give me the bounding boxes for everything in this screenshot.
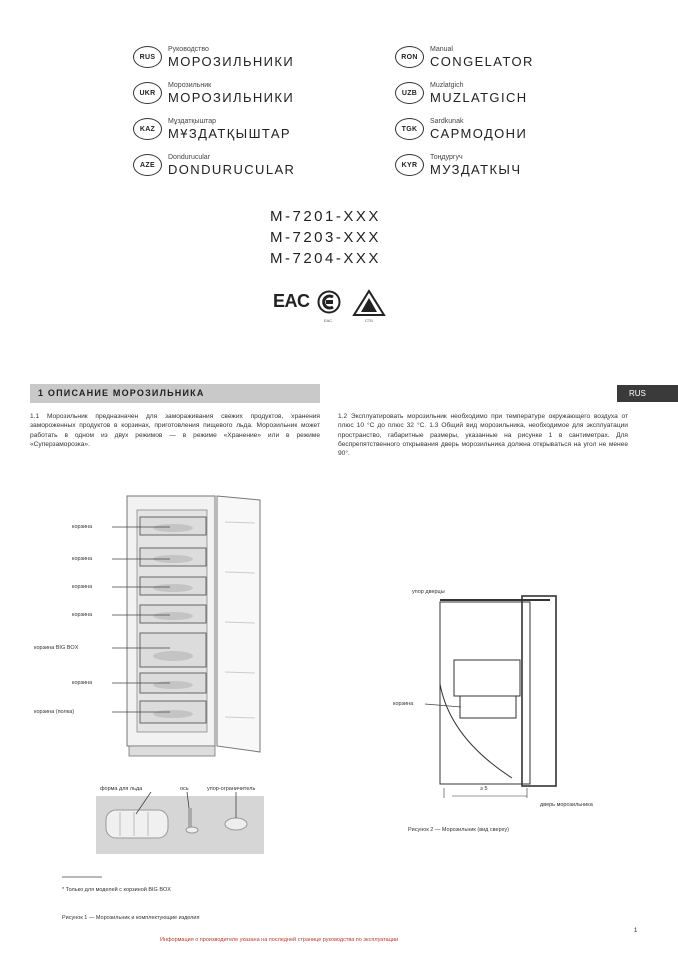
- lang-badge: UKR: [133, 82, 162, 104]
- conditions-paragraph: 1.2 Эксплуатировать морозильник необходимо при температуре окружающего воздуха от плюс 10 °С до плюс 32 °С. 1.3 Общий вид морозильника, необходимое для эксплуатации пространство, габаритные размеры, указанные на рисунке 1 в сантиметрах. Для беспрепятственного открывания дверь морозильника должна открываться на угол не менее 90°.: [338, 413, 628, 458]
- lang-title: САРМОДОНИ: [430, 126, 528, 141]
- leader-line: [112, 682, 172, 686]
- lang-subtitle: Тоңдургуч: [430, 154, 463, 161]
- leader-line: [112, 647, 172, 651]
- lang-subtitle: Sardkunak: [430, 118, 464, 125]
- lang-entry-ron: [395, 42, 534, 72]
- lang-entry-kyr: [395, 150, 521, 180]
- figure-1-caption: Рисунок 1 — Морозильник и комплектующие изделия: [62, 915, 200, 921]
- lang-title: МҰЗДАТҚЫШТАР: [168, 126, 291, 141]
- eac-mark: EAC: [273, 291, 310, 311]
- lang-entry-ukr: [133, 78, 294, 108]
- standard-mark-icon: [353, 290, 385, 316]
- footnote-rule: [62, 876, 104, 878]
- lang-title: DONDURUCULAR: [168, 162, 296, 177]
- lang-badge: KAZ: [133, 118, 162, 140]
- manufacturer-footer: Информация о производителе указана на последней странице руководства по эксплуатации: [160, 937, 399, 943]
- lang-subtitle: Руководство: [168, 46, 209, 53]
- lang-badge: RUS: [133, 46, 162, 68]
- door-label: дверь морозильника: [540, 802, 593, 808]
- lang-title: CONGELATOR: [430, 54, 534, 69]
- lang-entry-uzb: [395, 78, 528, 108]
- lang-badge: KYR: [395, 154, 424, 176]
- top-view-drawing: [432, 588, 562, 798]
- lang-subtitle: Manual: [430, 46, 453, 53]
- lang-badge: TGK: [395, 118, 424, 140]
- door-stop-label: упор дверцы: [412, 589, 445, 595]
- dimension-label: ≥ 5: [480, 786, 488, 792]
- footnote: * Только для моделей с корзиной BIG BOX: [62, 887, 171, 893]
- accessory-label: ось: [180, 786, 189, 792]
- accessory-label: форма для льда: [100, 786, 143, 792]
- leader-line: [112, 711, 172, 715]
- model-number: M-7203-XXX: [270, 229, 381, 246]
- basket-label: корзина: [72, 556, 93, 562]
- lang-title: МОРОЗИЛЬНИКИ: [168, 90, 295, 105]
- lang-entry-tgk: [395, 114, 527, 144]
- leader-line: [112, 526, 172, 530]
- basket-label: корзина: [72, 584, 93, 590]
- leader-line: [112, 614, 172, 618]
- description-paragraph: 1.1 Морозильник предназначен для замораживания свежих продуктов, хранения замороженных продуктов в корзинах, приготовления пищевого льда. Морозильник может работать в одном из двух режимов — в режиме «Хранение» или в режиме «Суперзаморозка».: [30, 413, 320, 448]
- model-number: M-7204-XXX: [270, 250, 381, 267]
- leader-line: [112, 586, 172, 590]
- leader-line: [112, 558, 172, 562]
- basket-label: корзина BIG BOX: [34, 645, 79, 651]
- mark-caption: ЕАС: [324, 318, 333, 323]
- lang-title: MUZLATGICH: [430, 90, 528, 105]
- lang-subtitle: Dondurucular: [168, 154, 211, 161]
- lang-subtitle: Muzlatgich: [430, 82, 464, 89]
- lang-badge: UZB: [395, 82, 424, 104]
- language-tab: RUS: [617, 385, 678, 402]
- certification-mark-icon: [317, 290, 341, 314]
- lang-entry-aze: [133, 150, 295, 180]
- lang-entry-kaz: [133, 114, 291, 144]
- leader-line: [425, 703, 465, 709]
- lang-entry-rus: [133, 42, 294, 72]
- lang-subtitle: Мұздатқыштар: [168, 118, 217, 125]
- lang-subtitle: Морозильник: [168, 82, 212, 89]
- lang-badge: RON: [395, 46, 424, 68]
- basket-label: корзина: [72, 524, 93, 530]
- freezer-basket-2: [139, 547, 207, 567]
- basket-label: корзина: [393, 701, 414, 707]
- basket-label: корзина: [72, 612, 93, 618]
- figure-2-caption: Рисунок 2 — Морозильник (вид сверху): [408, 827, 509, 833]
- accessory-label: упор-ограничитель: [207, 786, 256, 792]
- mark-caption: СТБ: [365, 318, 373, 323]
- basket-label: корзина: [72, 680, 93, 686]
- lang-badge: AZE: [133, 154, 162, 176]
- accessories-panel: [96, 796, 264, 854]
- section-title: 1 ОПИСАНИЕ МОРОЗИЛЬНИКА: [30, 384, 320, 403]
- page-number: 1: [634, 928, 638, 934]
- model-number: M-7201-XXX: [270, 208, 381, 225]
- lang-title: МУЗДАТКЫЧ: [430, 162, 522, 177]
- lang-title: МОРОЗИЛЬНИКИ: [168, 54, 295, 69]
- basket-label: корзина (полка): [34, 709, 75, 715]
